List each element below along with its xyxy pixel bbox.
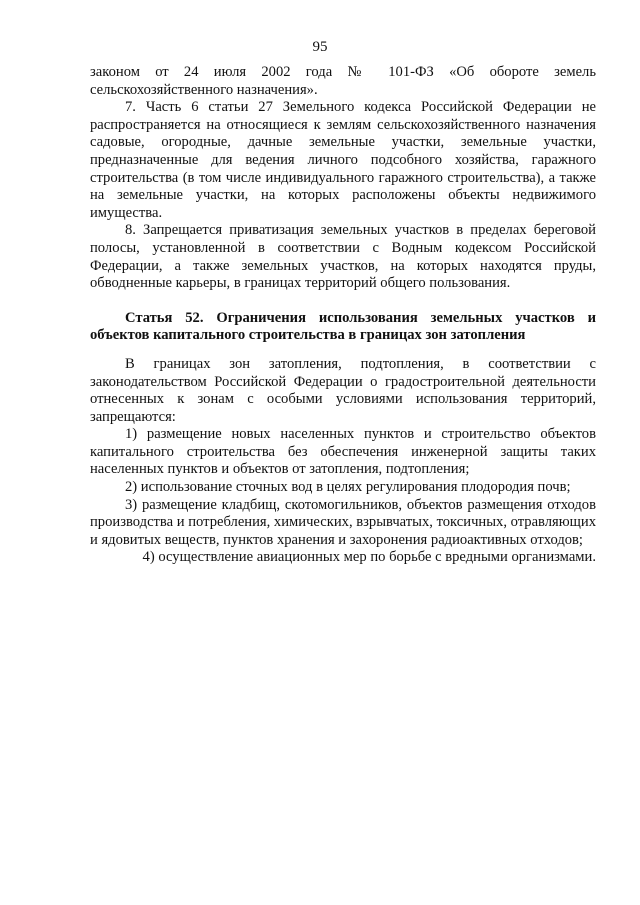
article-52-item-3: 3) размещение кладбищ, скотомогильников, объектов размещения отходов производства и потребления, химических, взрывчатых, токсичных, отравляющих и ядовитых веществ, пунктов хранения и захоронения радиоактивных отходов;	[90, 496, 596, 548]
page-number: 95	[312, 39, 328, 55]
paragraph-7: 7. Часть 6 статьи 27 Земельного кодекса Российской Федерации не распространяется на относящиеся к землям сельскохозяйственного назначения садовые, огородные, дачные земельные участки, земельные участки, предназначенные для ведения личного подсобного хозяйства, гаражного строительства (в том числе индивидуального гаражного строительства), а также на земельные участки, на которых расположены объекты недвижимого имущества.	[90, 99, 596, 221]
paragraph-8: 8. Запрещается приватизация земельных участков в пределах береговой полосы, установленной в соответствии с Водным кодексом Российской Федерации, а также земельных участков, на которых находятся пруды, обводненные карьеры, в границах территорий общего пользования.	[90, 222, 596, 292]
paragraph-continuation: законом от 24 июля 2002 года № 101-ФЗ «Об обороте земель сельскохозяйственного назначения».	[90, 64, 596, 98]
article-52-heading: Статья 52. Ограничения использования земельных участков и объектов капитального строительства в границах зон затопления	[90, 309, 596, 344]
article-52-item-4: 4) осуществление авиационных мер по борьбе с вредными организмами.	[142, 549, 596, 566]
document-body	[90, 64, 596, 567]
article-52-intro: В границах зон затопления, подтопления, в соответствии с законодательством Российской Федерации о градостроительной деятельности отнесенных к зонам с особыми условиями использования территорий, запрещаются:	[90, 355, 596, 425]
article-52-item-1: 1) размещение новых населенных пунктов и строительство объектов капитального строительства без обеспечения инженерной защиты таких населенных пунктов и объектов от затопления, подтопления;	[90, 426, 596, 478]
article-52-item-2: 2) использование сточных вод в целях регулирования плодородия почв;	[125, 479, 571, 496]
